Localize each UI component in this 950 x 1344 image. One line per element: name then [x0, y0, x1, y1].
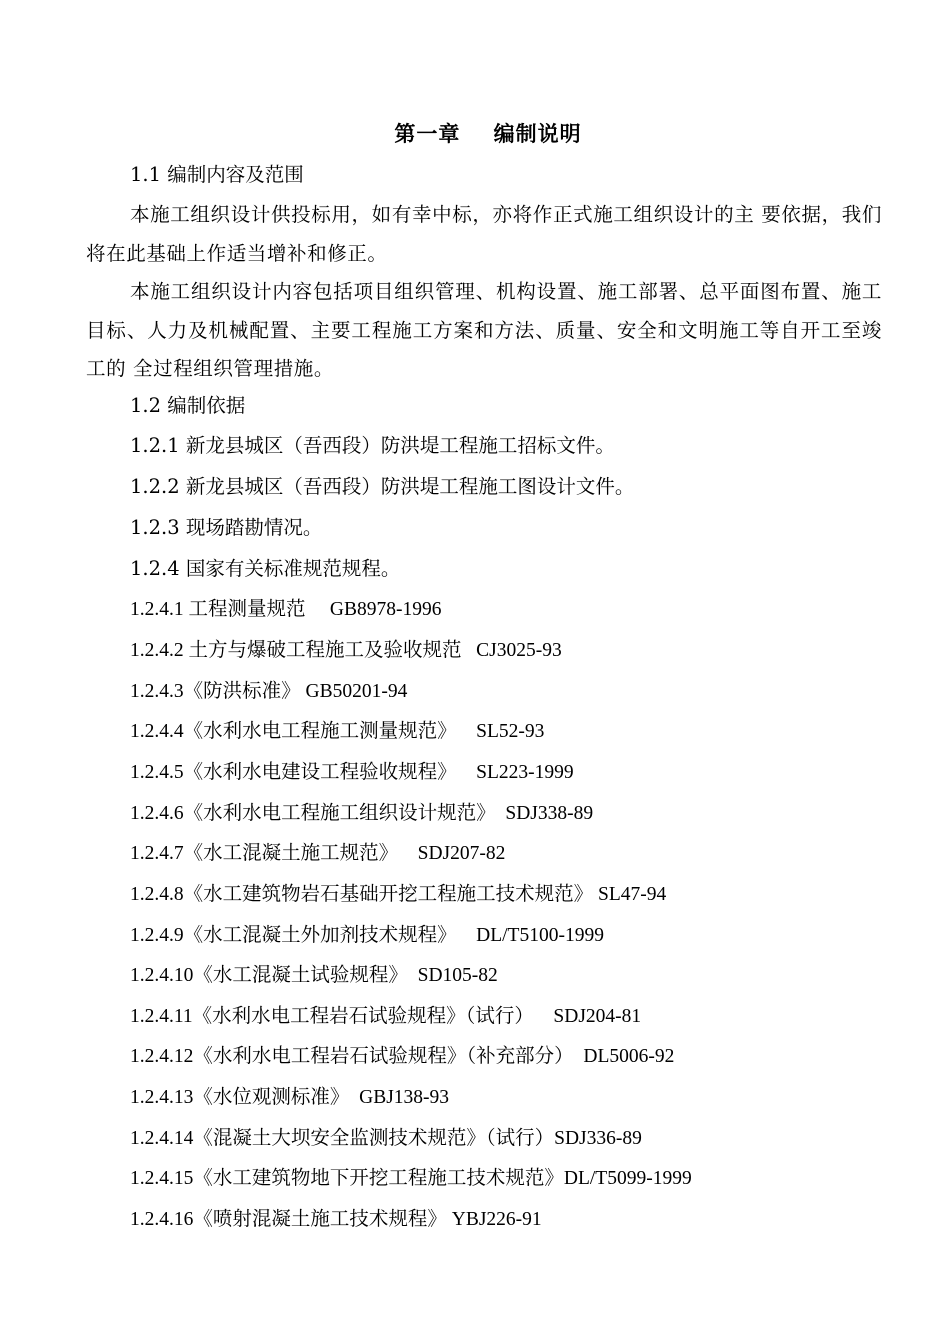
- section-heading-1-2: 1.2 编制依据: [130, 394, 246, 417]
- list-item-1-2-4-1: 1.2.4.1 工程测量规范 GB8978-1996: [130, 599, 442, 620]
- list-item-1-2-4-3: 1.2.4.3《防洪标准》 GB50201-94: [130, 681, 408, 702]
- list-item-1-2-4: 1.2.4 国家有关标准规范规程。: [130, 557, 401, 580]
- list-item-1-2-4-13: 1.2.4.13《水位观测标准》 GBJ138-93: [130, 1087, 450, 1108]
- list-item-1-2-3: 1.2.3 现场踏勘情况。: [130, 516, 323, 539]
- chapter-title: 第一章 编制说明: [394, 121, 582, 146]
- list-item-1-2-4-10: 1.2.4.10《水工混凝土试验规程》 SD105-82: [130, 965, 498, 986]
- paragraph-content: 本施工组织设计内容包括项目组织管理、机构设置、施工部署、总平面图布置、施工目标、人力及机械配置、主要工程施工方案和方法、质量、安全和文明施工等自开工至竣工的 全过程组织管理措施。: [86, 280, 882, 380]
- list-item-1-2-4-15: 1.2.4.15《水工建筑物地下开挖工程施工技术规范》DL/T5099-1999: [130, 1168, 692, 1189]
- list-item-1-2-4-2: 1.2.4.2 土方与爆破工程施工及验收规范 CJ3025-93: [130, 640, 562, 661]
- list-item-1-2-1: 1.2.1 新龙县城区（吾西段）防洪堤工程施工招标文件。: [130, 434, 615, 457]
- list-item-1-2-4-11: 1.2.4.11《水利水电工程岩石试验规程》（试行） SDJ204-81: [130, 1006, 642, 1027]
- list-item-1-2-4-14: 1.2.4.14《混凝土大坝安全监测技术规范》（试行）SDJ336-89: [130, 1128, 642, 1149]
- list-item-1-2-4-5: 1.2.4.5《水利水电建设工程验收规程》 SL223-1999: [130, 762, 574, 783]
- list-item-1-2-2: 1.2.2 新龙县城区（吾西段）防洪堤工程施工图设计文件。: [130, 475, 635, 498]
- list-item-1-2-4-9: 1.2.4.9《水工混凝土外加剂技术规程》 DL/T5100-1999: [130, 925, 604, 946]
- list-item-1-2-4-4: 1.2.4.4《水利水电工程施工测量规范》 SL52-93: [130, 721, 545, 742]
- list-item-1-2-4-8: 1.2.4.8《水工建筑物岩石基础开挖工程施工技术规范》 SL47-94: [130, 884, 667, 905]
- list-item-1-2-4-6: 1.2.4.6《水利水电工程施工组织设计规范》 SDJ338-89: [130, 803, 594, 824]
- paragraph-scope: 本施工组织设计供投标用，如有幸中标，亦将作正式施工组织设计的主 要依据，我们将在此基础上作适当增补和修正。: [86, 203, 882, 265]
- list-item-1-2-4-12: 1.2.4.12《水利水电工程岩石试验规程》（补充部分） DL5006-92: [130, 1046, 675, 1067]
- section-heading-1-1: 1.1 编制内容及范围: [130, 163, 304, 186]
- list-item-1-2-4-7: 1.2.4.7《水工混凝土施工规范》 SDJ207-82: [130, 843, 506, 864]
- list-item-1-2-4-16: 1.2.4.16《喷射混凝土施工技术规程》 YBJ226-91: [130, 1209, 542, 1230]
